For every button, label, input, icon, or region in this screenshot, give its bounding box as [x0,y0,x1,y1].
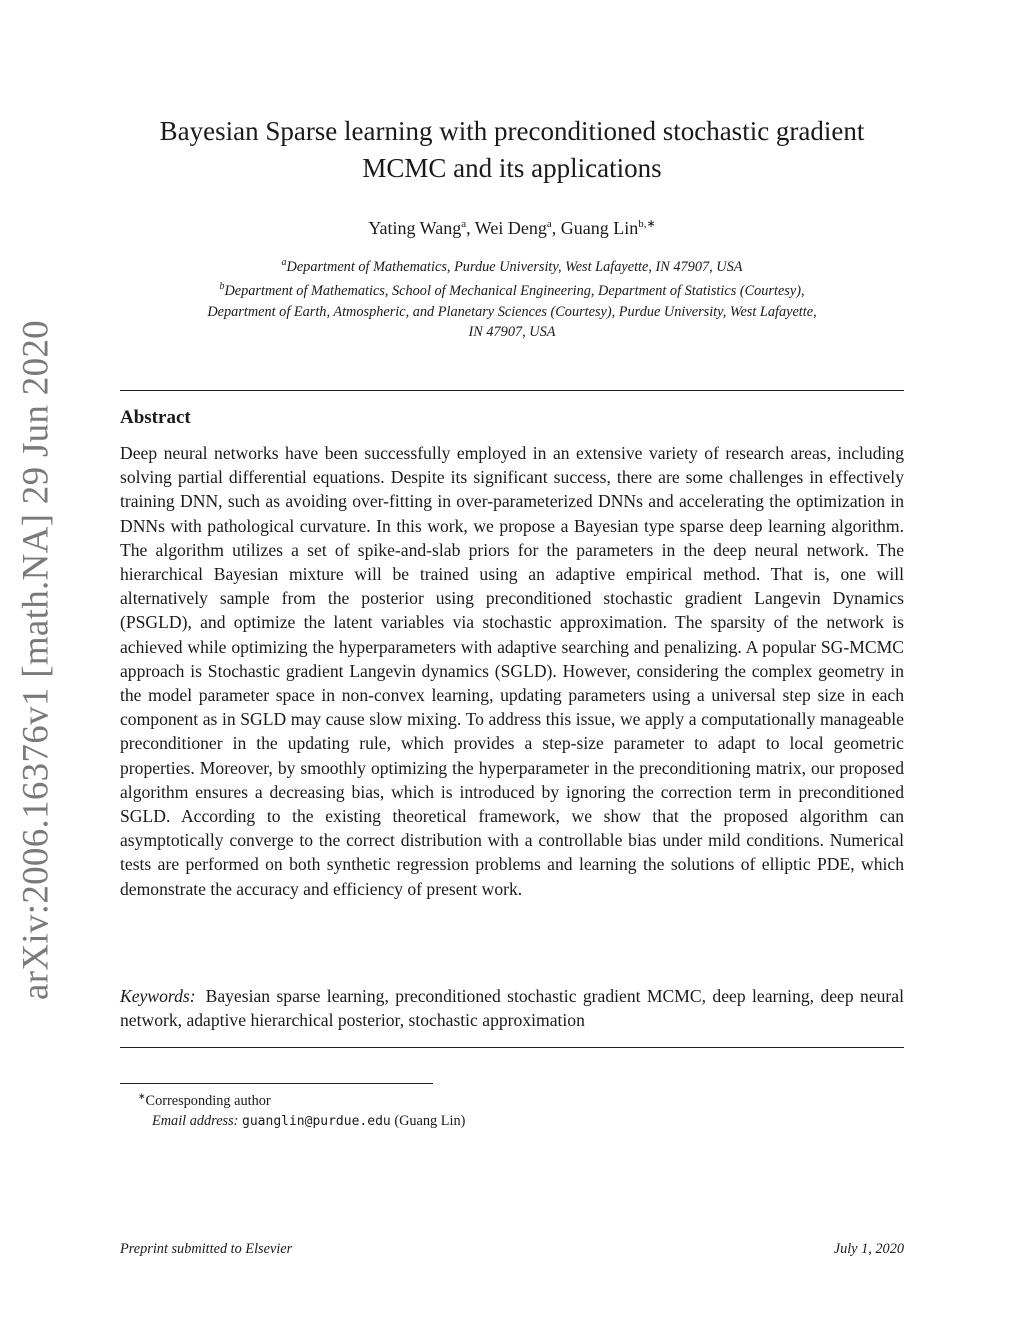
top-divider [120,390,904,391]
affiliation-b-cont: IN 47907, USA [468,324,556,341]
email-link[interactable]: guanglin@purdue.edu [242,1114,391,1130]
keywords-label: Keywords: [120,986,196,1006]
affiliation-mark: a [281,257,287,268]
author-name: Wei Deng [474,218,547,238]
email-note [120,1111,904,1133]
affiliation-b-cont: Department of Earth, Atmospheric, and Planetary Sciences (Courtesy), Purdue University, West Lafayette, [207,303,817,320]
keywords [120,984,904,1032]
footnote-divider [120,1083,433,1084]
footer-journal: Preprint submitted to Elsevier [120,1241,293,1257]
affiliations [110,253,914,343]
affiliation-text: Department of Mathematics, School of Mechanical Engineering, Department of Statistics (Courtesy), [224,283,805,300]
author-affiliation-mark: b,∗ [638,218,656,230]
keywords-text: Bayesian sparse learning, preconditioned stochastic gradient MCMC, deep learning, deep neural network, adaptive hierarchical posterior, stochastic approximation [120,986,904,1031]
abstract-body: Deep neural networks have been successfully employed in an extensive variety of research areas, including solving partial differential equations. Despite its significant success, there are some challenges in effectively training DNN, such as avoiding over-fitting in over-parameterized DNNs and accelerating the optimization in DNNs with pathological curvature. In this work, we propose a Bayesian type sparse deep learning algorithm. The algorithm utilizes a set of spike-and-slab priors for the parameters in the deep neural network. The hierarchical Bayesian mixture will be trained using an adaptive empirical method. That is, one will alternatively sample from the posterior using preconditioned stochastic gradient Langevin Dynamics (PSGLD), and optimize the latent variables via stochastic approximation. The sparsity of the network is achieved while optimizing the hyperparameters with adaptive searching and penalizing. A popular SG-MCMC approach is Stochastic gradient Langevin dynamics (SGLD). However, considering the complex geometry in the model parameter space in non-convex learning, updating parameters using a universal step size in each component as in SGLD may cause slow mixing. To address this issue, we apply a computationally manageable preconditioner in the updating rule, which provides a step-size parameter to adapt to local geometric properties. Moreover, by smoothly optimizing the hyperparameter in the preconditioning matrix, our proposed algorithm ensures a decreasing bias, which is introduced by ignoring the correction term in preconditioned SGLD. According to the existing theoretical framework, we show that the proposed algorithm can asymptotically converge to the correct distribution with a controllable bias under mild conditions. Numerical tests are performed on both synthetic regression problems and learning the solutions of elliptic PDE, which demonstrate the accuracy and efficiency of present work. [120,443,904,899]
email-owner: (Guang Lin) [394,1113,466,1130]
paper-title [120,113,904,187]
title-line-1: Bayesian Sparse learning with preconditioned stochastic gradient [159,116,865,146]
author-name: Yating Wang [368,218,462,238]
footer-date: July 1, 2020 [833,1241,904,1257]
email-label: Email address: [152,1113,239,1130]
author-separator: , [551,218,561,238]
affiliation-b [110,277,914,301]
author-affiliation-mark: a [546,218,552,230]
author-list [120,211,904,241]
title-line-2: MCMC and its applications [362,153,662,183]
footnote-mark: ∗ [138,1091,146,1101]
author-name: Guang Lin [560,218,639,238]
footnotes [120,1086,904,1133]
author-affiliation-mark: a [461,218,467,230]
bottom-divider [120,1047,904,1048]
arxiv-identifier[interactable]: arXiv:2006.16376v1 [math.NA] 29 Jun 2020 [15,320,57,1000]
abstract-heading: Abstract [120,407,191,428]
affiliation-text: Department of Mathematics, Purdue University, West Lafayette, IN 47907, USA [286,258,743,275]
corresponding-author-note [120,1086,904,1111]
affiliation-a [110,253,914,277]
footnote-text: Corresponding author [145,1092,271,1109]
affiliation-mark: b [219,281,225,293]
author-separator: , [466,218,475,238]
